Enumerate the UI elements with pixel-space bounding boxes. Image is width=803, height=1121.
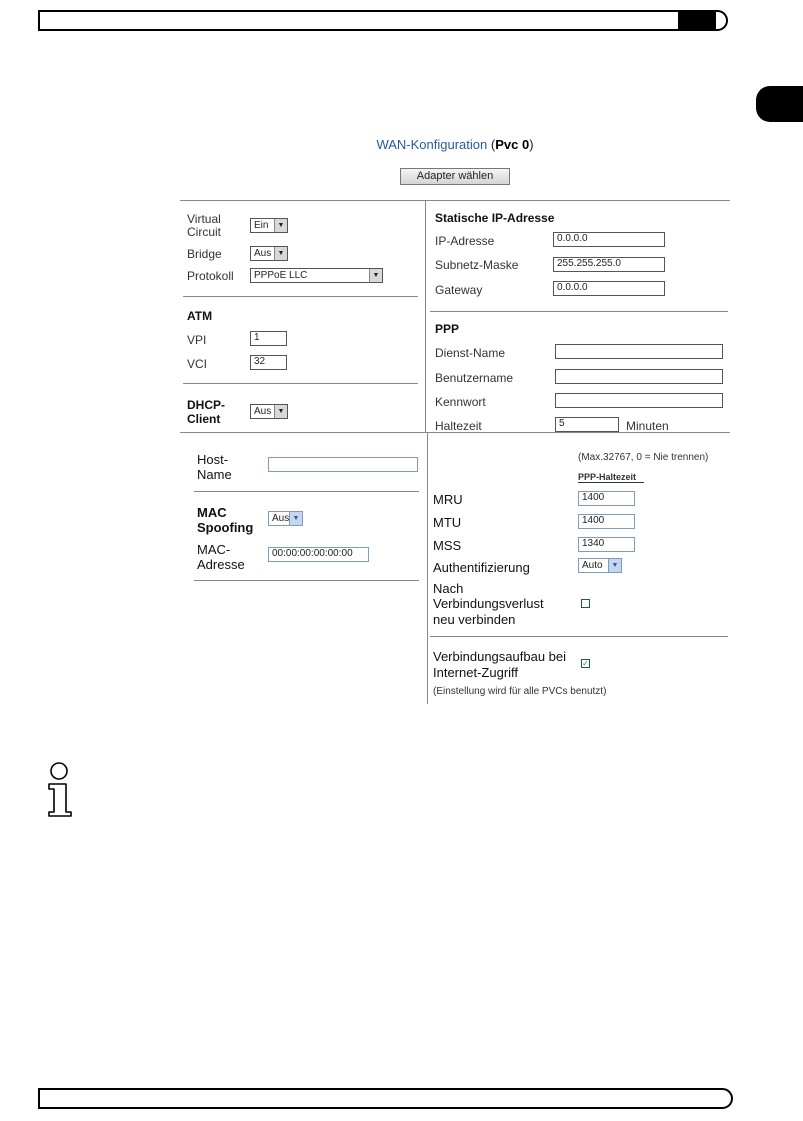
title-text: WAN-Konfiguration	[376, 137, 488, 152]
pvc-note: (Einstellung wird für alle PVCs benutzt)	[433, 686, 607, 697]
minutes-unit: Minuten	[626, 419, 669, 433]
page-number-tab	[678, 11, 716, 30]
mtu-input[interactable]: 1400	[578, 514, 635, 529]
mac-spoofing-value: Aus	[272, 513, 290, 524]
bridge-label: Bridge	[187, 247, 222, 261]
page-header-bar	[38, 10, 728, 31]
title-paren-close: )	[529, 137, 534, 152]
reconnect-label-3: neu verbinden	[433, 612, 516, 627]
divider-vertical-lower	[427, 432, 428, 704]
mss-label: MSS	[433, 538, 462, 553]
dhcp-client-value: Aus	[254, 406, 272, 417]
atm-heading: ATM	[187, 309, 213, 323]
reconnect-label-2: Verbindungsverlust	[433, 596, 544, 611]
adapter-select-button[interactable]: Adapter wählen	[400, 168, 510, 185]
password-label: Kennwort	[435, 395, 486, 409]
title-paren-open: (	[487, 137, 496, 152]
divider-right-1	[430, 311, 728, 312]
divider-right-2	[430, 636, 728, 637]
mru-input[interactable]: 1400	[578, 491, 635, 506]
protokoll-select[interactable]	[250, 268, 383, 283]
divider-left-2	[183, 383, 418, 384]
chevron-down-icon: ▼	[608, 559, 621, 572]
idle-time-input[interactable]: 5	[555, 417, 619, 432]
chevron-down-icon: ▼	[274, 247, 287, 260]
dhcp-client-label-2: Client	[187, 412, 221, 426]
host-name-label: Host-	[197, 452, 229, 467]
mac-spoofing-label: MAC	[197, 505, 227, 520]
authentication-value: Auto	[582, 560, 603, 571]
info-icon	[44, 762, 74, 818]
dhcp-client-select[interactable]	[250, 404, 288, 419]
static-ip-heading: Statische IP-Adresse	[435, 211, 555, 225]
divider-vertical-upper	[425, 200, 426, 432]
chevron-down-icon: ▼	[274, 405, 287, 418]
ip-address-label: IP-Adresse	[435, 234, 495, 248]
vci-input[interactable]: 32	[250, 355, 287, 370]
protokoll-label: Protokoll	[187, 269, 234, 283]
virtual-circuit-label-2: Circuit	[187, 225, 222, 239]
mac-address-input[interactable]: 00:00:00:00:00:00	[268, 547, 369, 562]
virtual-circuit-label: Virtual	[187, 212, 221, 226]
auto-connect-label-2: Internet-Zugriff	[433, 665, 519, 680]
idle-time-label: Haltezeit	[435, 419, 482, 433]
auto-connect-checkbox[interactable]: ✓	[582, 659, 589, 668]
ppp-heading: PPP	[435, 322, 460, 336]
host-name-label-2: Name	[197, 467, 232, 482]
mac-spoofing-select[interactable]	[268, 511, 303, 526]
ip-address-input[interactable]: 0.0.0.0	[553, 232, 665, 247]
gateway-label: Gateway	[435, 283, 483, 297]
chevron-down-icon: ▼	[369, 269, 382, 282]
mac-address-label-2: Adresse	[197, 557, 245, 572]
service-name-label: Dienst-Name	[435, 346, 506, 360]
protokoll-value: PPPoE LLC	[254, 270, 308, 281]
gateway-input[interactable]: 0.0.0.0	[553, 281, 665, 296]
mac-spoofing-label-2: Spoofing	[197, 520, 254, 535]
authentication-select[interactable]	[578, 558, 622, 573]
subnet-mask-input[interactable]: 255.255.255.0	[553, 257, 665, 272]
dhcp-client-label: DHCP-	[187, 398, 225, 412]
virtual-circuit-select[interactable]	[250, 218, 288, 233]
divider-top	[180, 200, 730, 201]
reconnect-checkbox[interactable]	[581, 599, 590, 608]
reconnect-label: Nach	[433, 581, 464, 596]
username-input[interactable]	[555, 369, 723, 384]
divider-left-3	[194, 491, 419, 492]
mss-input[interactable]: 1340	[578, 537, 635, 552]
username-label: Benutzername	[435, 371, 514, 385]
vpi-input[interactable]: 1	[250, 331, 287, 346]
chevron-down-icon: ▼	[274, 219, 287, 232]
mtu-label: MTU	[433, 515, 462, 530]
password-input[interactable]	[555, 393, 723, 408]
mac-address-label: MAC-	[197, 542, 231, 557]
chevron-down-icon: ▼	[289, 512, 302, 525]
ppp-idle-time-header: PPP-Haltezeit	[578, 472, 644, 483]
vci-label: VCI	[187, 357, 208, 371]
mru-label: MRU	[433, 492, 463, 507]
pvc-label: Pvc 0	[495, 137, 530, 152]
bridge-value: Aus	[254, 248, 272, 259]
auto-connect-label: Verbindungsaufbau bei	[433, 649, 567, 664]
divider-left-1	[183, 296, 418, 297]
page-footer-bar	[38, 1088, 733, 1109]
bridge-select[interactable]	[250, 246, 288, 261]
chapter-tab	[756, 86, 803, 122]
max-idle-note: (Max.32767, 0 = Nie trennen)	[578, 452, 709, 463]
vpi-label: VPI	[187, 333, 207, 347]
virtual-circuit-value: Ein	[254, 220, 269, 231]
host-name-input[interactable]	[268, 457, 418, 472]
authentication-label: Authentifizierung	[433, 560, 530, 575]
service-name-input[interactable]	[555, 344, 723, 359]
page-title	[0, 137, 803, 152]
divider-left-4	[194, 580, 419, 581]
subnet-mask-label: Subnetz-Maske	[435, 258, 519, 272]
